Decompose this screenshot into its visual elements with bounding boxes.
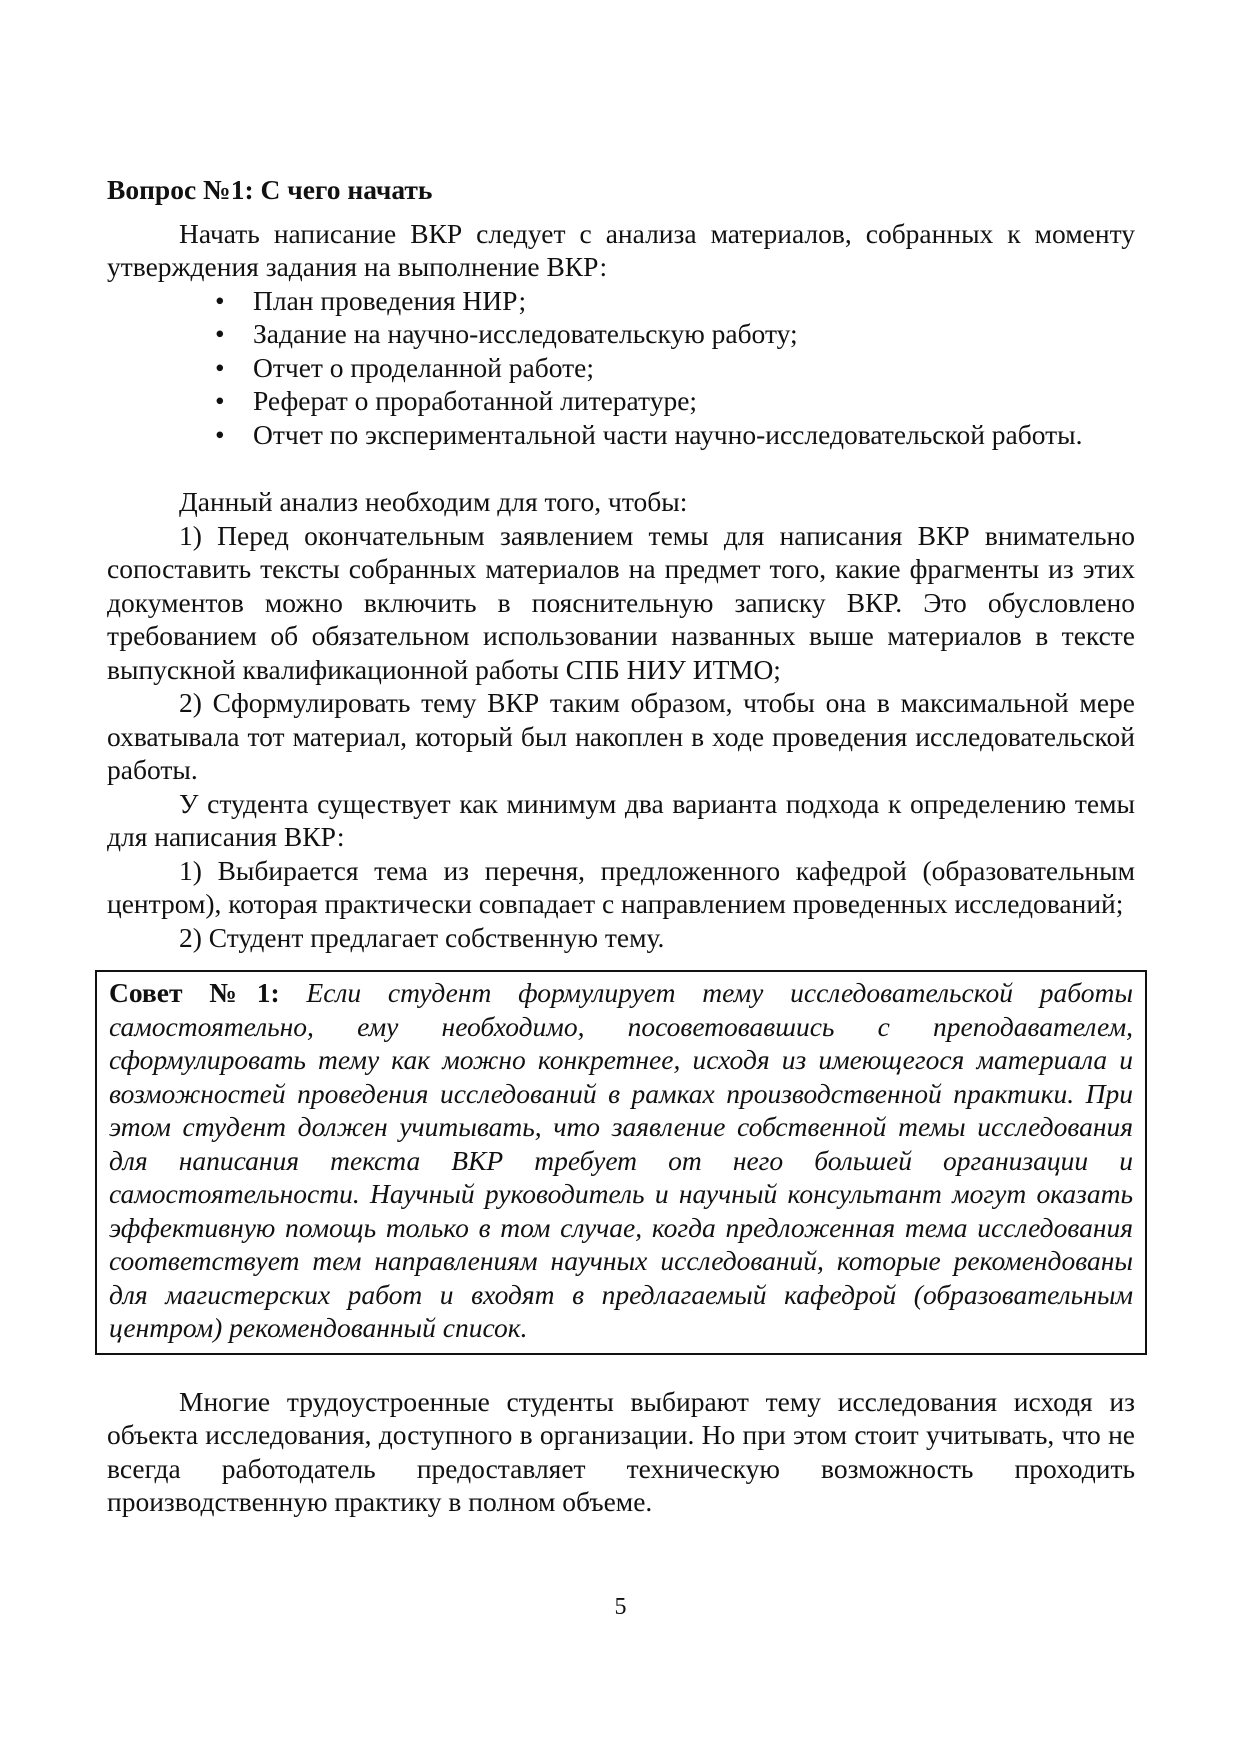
advice-title: Совет №1:	[109, 977, 280, 1008]
materials-list	[107, 284, 1135, 452]
variant-item-1: 1) Выбирается тема из перечня, предложенного кафедрой (образовательным центром), которая практически совпадает с направлением проведенных исследований;	[107, 854, 1135, 919]
bullet-icon: •	[215, 351, 225, 383]
bullet-icon: •	[215, 318, 225, 349]
variant-item-2: 2) Студент предлагает собственную тему.	[179, 921, 665, 953]
section-heading: Вопрос №1: С чего начать	[107, 174, 433, 205]
list-item	[215, 284, 1135, 318]
variants-intro: У студента существует как минимум два варианта подхода к определению темы для написания ВКР:	[107, 787, 1135, 852]
advice-box	[95, 970, 1147, 1355]
analysis-item-2: 2) Сформулировать тему ВКР таким образом, чтобы она в максимальной мере охватывала тот материал, который был накоплен в ходе проведения исследовательской работы.	[107, 687, 1135, 785]
spacer	[107, 451, 1135, 485]
closing-paragraph: Многие трудоустроенные студенты выбирают тему исследования исходя из объекта исследования, доступного в организации. Но при этом стоит учитывать, что не всегда работодатель предоставляет техническую возможность проходить производственную практику в полном объеме.	[107, 1385, 1135, 1517]
intro-paragraph: Начать написание ВКР следует с анализа материалов, собранных к моменту утверждения задания на выполнение ВКР:	[107, 217, 1135, 282]
analysis-item-1: 1) Перед окончательным заявлением темы для написания ВКР внимательно сопоставить тексты собранных материалов на предмет того, какие фрагменты из этих документов можно включить в пояснительную записку ВКР. Это обусловлено требованием об обязательном использовании названных выше материалов в тексте выпускной квалификационной работы СПБ НИУ ИТМО;	[107, 519, 1135, 685]
list-item	[215, 317, 1135, 351]
list-item	[215, 418, 1135, 452]
bullet-icon: •	[215, 418, 225, 450]
list-item	[215, 351, 1135, 385]
list-item-text: Реферат о проработанной литературе;	[253, 385, 698, 416]
advice-text: Если студент формулирует тему исследовательской работы самостоятельно, ему необходимо, посоветовавшись с преподавателем, сформулировать тему как можно конкретнее, исходя из имеющегося материала и возможностей проведения исследований в рамках производственной практики. При этом студент должен учитывать, что заявление собственной темы исследования для написания текста ВКР требует от него большей организации и самостоятельности. Научный руководитель и научный консультант могут оказать эффективную помощь только в том случае, когда предложенная тема исследования соответствует тем направлениям научных исследований, которые рекомендованы для магистерских работ и входят в предлагаемый кафедрой (образовательным центром) рекомендованный список.	[109, 977, 1133, 1343]
page-content	[107, 173, 1135, 1519]
list-item-text: Отчет по экспериментальной части научно-исследовательской работы.	[253, 418, 1083, 450]
bullet-icon: •	[215, 284, 225, 316]
page-number: 5	[614, 1594, 627, 1620]
analysis-intro: Данный анализ необходим для того, чтобы:	[179, 486, 688, 517]
list-item	[215, 384, 1135, 418]
bullet-icon: •	[215, 385, 225, 416]
list-item-text: План проведения НИР;	[253, 284, 527, 316]
list-item-text: Задание на научно-исследовательскую работу;	[253, 318, 798, 349]
list-item-text: Отчет о проделанной работе;	[253, 351, 594, 383]
